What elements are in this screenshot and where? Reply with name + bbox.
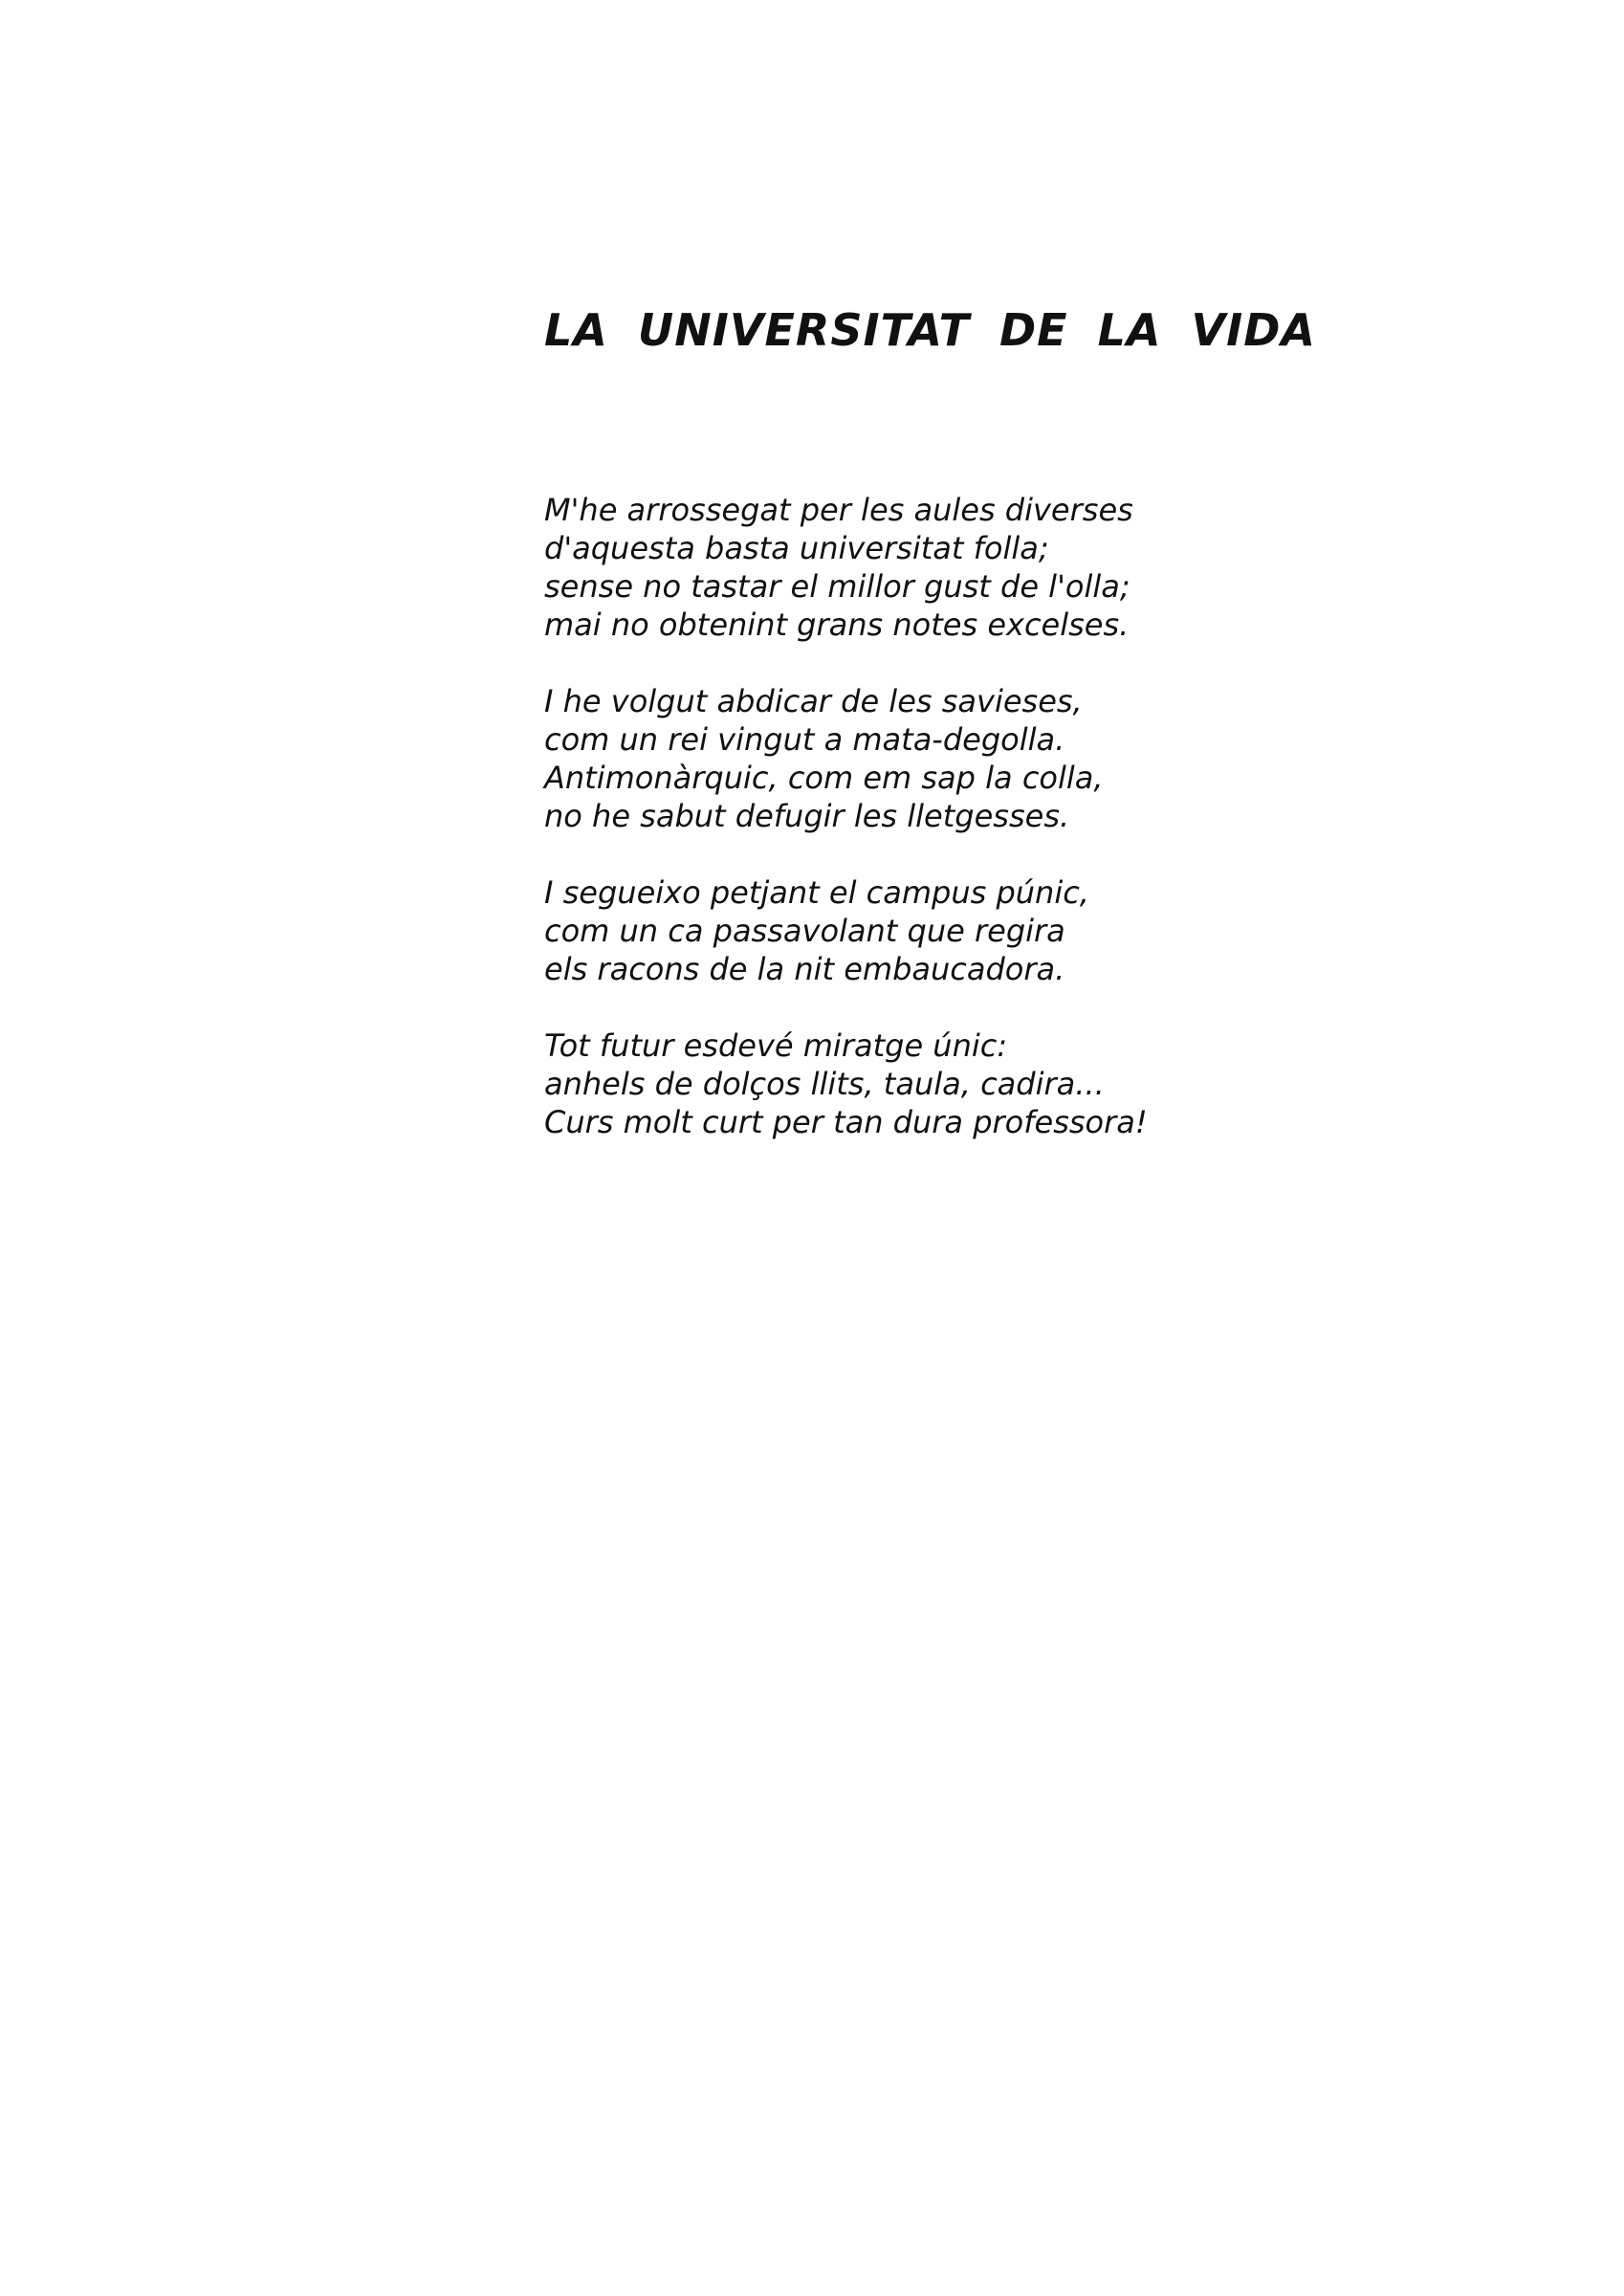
- stanza-1: [544, 491, 1214, 644]
- verse-line: M'he arrossegat per les aules diverses: [544, 492, 1133, 528]
- verse-line: I he volgut abdicar de les savieses,: [544, 683, 1083, 719]
- verse-line: com un rei vingut a mata-degolla.: [544, 721, 1065, 758]
- verse-line: no he sabut defugir les lletgesses.: [544, 798, 1070, 834]
- poem-title: LA UNIVERSITAT DE LA VIDA: [544, 304, 1317, 356]
- stanza-2: [544, 682, 1214, 835]
- stanza-4: [544, 1027, 1214, 1141]
- verse-line: com un ca passavolant que regira: [544, 913, 1065, 949]
- verse-line: mai no obtenint grans notes excelses.: [544, 607, 1130, 643]
- verse-line: els racons de la nit embaucadora.: [544, 951, 1065, 987]
- verse-line: anhels de dolços llits, taula, cadira...: [544, 1066, 1105, 1102]
- verse-line: Antimonàrquic, com em sap la colla,: [544, 760, 1104, 796]
- verse-line: Tot futur esdevé miratge únic:: [544, 1027, 1008, 1064]
- poem-body: [544, 491, 1214, 1180]
- verse-line: sense no tastar el millor gust de l'olla;: [544, 568, 1130, 605]
- verse-line: Curs molt curt per tan dura professora!: [544, 1104, 1148, 1140]
- verse-line: I segueixo petjant el campus púnic,: [544, 874, 1089, 911]
- verse-line: d'aquesta basta universitat folla;: [544, 530, 1049, 566]
- stanza-3: [544, 873, 1214, 988]
